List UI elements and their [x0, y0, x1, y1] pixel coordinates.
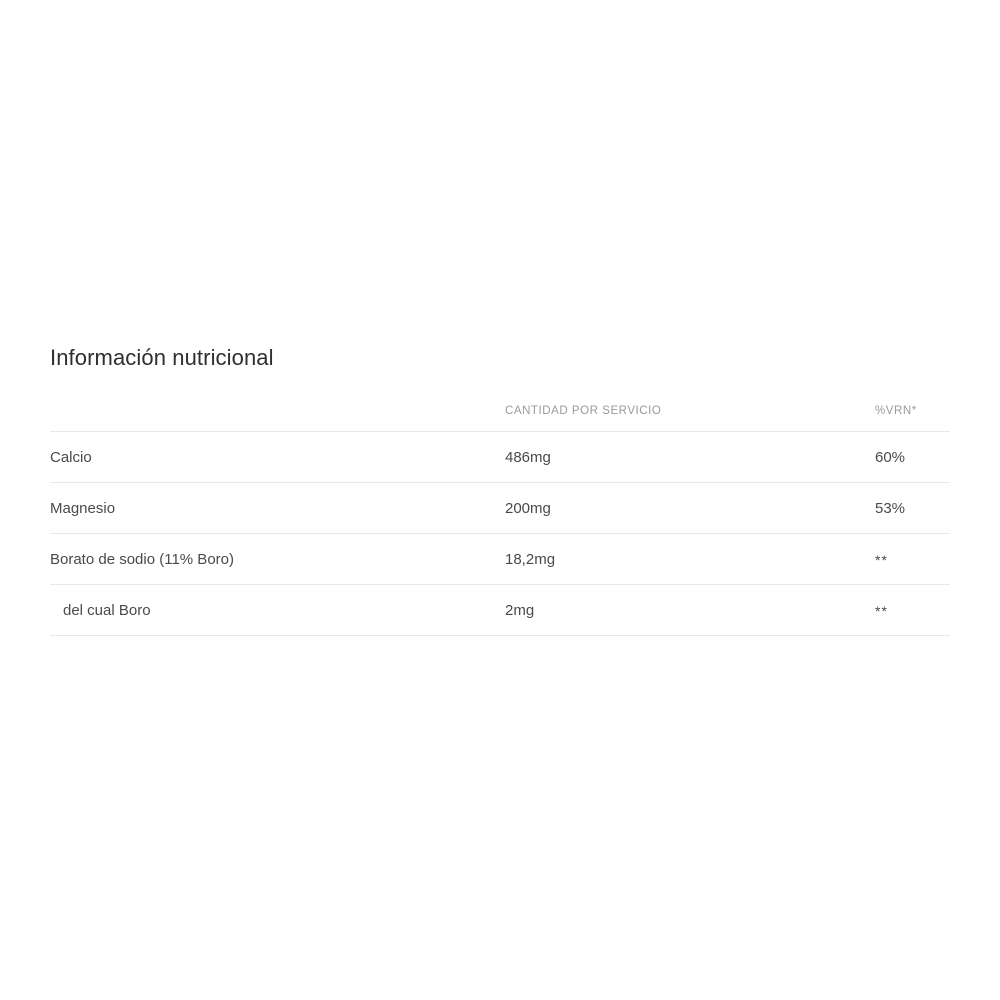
nutrient-name: Magnesio — [50, 483, 505, 534]
table-row — [50, 585, 950, 636]
nutrient-amount: 18,2mg — [505, 534, 875, 585]
table-row — [50, 432, 950, 483]
page-title: Información nutricional — [50, 345, 274, 370]
column-header-vrn: %VRN* — [875, 405, 917, 417]
nutrition-information-block — [50, 345, 950, 636]
nutrition-table — [50, 405, 950, 636]
nutrient-name: Borato de sodio (11% Boro) — [50, 534, 505, 585]
nutrient-vrn: ** — [875, 585, 950, 636]
nutrient-name: Calcio — [50, 432, 505, 483]
table-header-row — [50, 405, 950, 432]
nutrient-amount: 486mg — [505, 432, 875, 483]
column-header-amount-per-serving: CANTIDAD POR SERVICIO — [505, 405, 662, 417]
table-body — [50, 432, 950, 636]
nutrient-amount: 2mg — [505, 585, 875, 636]
table-header — [50, 405, 950, 432]
nutrient-name-sub: del cual Boro — [50, 585, 505, 636]
nutrient-vrn: 53% — [875, 483, 950, 534]
nutrient-vrn: 60% — [875, 432, 950, 483]
column-header-nutrient — [50, 405, 505, 432]
nutrient-amount: 200mg — [505, 483, 875, 534]
table-row — [50, 483, 950, 534]
table-row — [50, 534, 950, 585]
nutrient-vrn: ** — [875, 534, 950, 585]
